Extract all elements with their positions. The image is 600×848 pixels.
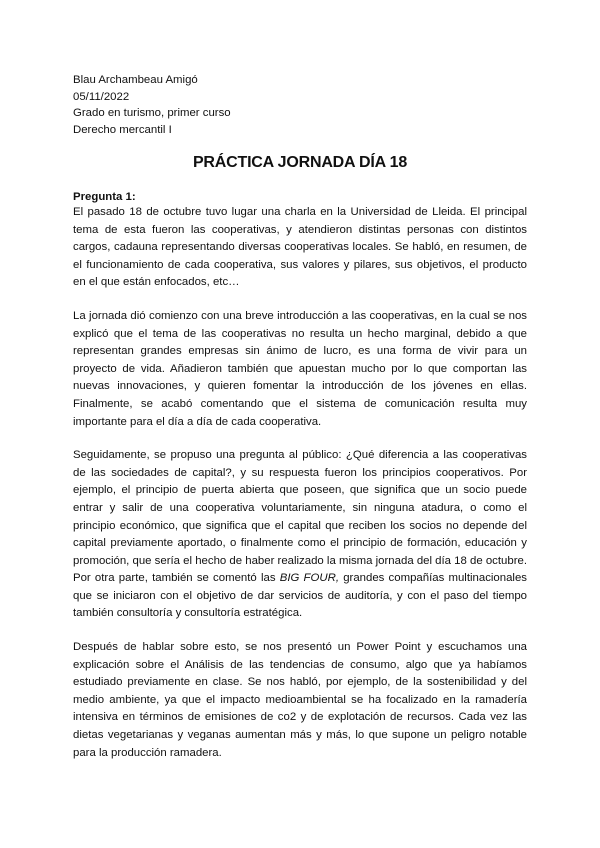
paragraph-3-start: Seguidamente, se propuso una pregunta al público: ¿Qué diferencia a las cooperativas de las sociedades de capital?, y su respuesta fueron los principios cooperativos. Por ejemplo, el principio de puerta abierta que poseen, que significa que un socio puede entrar y salir de una cooperativa voluntariamente, sin ninguna atadura, o como el principio económico, que significa que el capital que reciben los socios no depende del capital previamente aportado, o finalmente como el principio de formación, educación y promoción, que sería el hecho de haber realizado la misma jornada del día 18 de octubre. Por otra parte, también se comentó las [73,449,528,585]
paragraph-4: Después de hablar sobre esto, se nos presentó un Power Point y escuchamos una explicación sobre el Análisis de las tendencias de consumo, algo que ya habíamos estudiado previamente en clase. Se nos habló, por ejemplo, de la sostenibilidad y del medio ambiente, ya que el impacto medioambiental se ha focalizado en la ramadería intensiva en términos de emisiones de co2 y de explotación de recursos. Cada vez las dietas vegetarianas y veganas aumentan más y más, lo que supone un peligro notable para la producción ramadera. [73,641,527,759]
paragraph-2: La jornada dió comienzo con una breve introducción a las cooperativas, en la cual se nos explicó que el tema de las cooperativas no resulta un hecho marginal, debido a que representan grandes empresas sin ánimo de lucro, es una forma de vivir para un proyecto de vida. Añadieron también que apuestan mucho por lo que comportan las nuevas innovaciones, y quieren fomentar la introducción de los jóvenes en ellas. Finalmente, se acabó comentando que el sistema de comunicación resulta muy importante para el día a día de cada cooperativa. [73,309,527,428]
degree-line: Grado en turismo, primer curso [73,107,231,119]
document-title: PRÁCTICA JORNADA DÍA 18 [192,154,408,171]
paragraph-3-end: grandes compañías multinacionales que se iniciaron con el objetivo de dar servicios de auditoría, y con el paso del tiempo también consultoría y consultoría estratégica. [73,572,527,620]
document-page [73,72,527,762]
big-four-emphasis: BIG FOUR, [279,572,339,585]
subject-line: Derecho mercantil I [73,123,172,136]
question-label: Pregunta 1: [73,191,136,203]
paragraph-1: El pasado 18 de octubre tuvo lugar una charla en la Universidad de Lleida. El principal tema de esta fueron las cooperativas, y atendieron distintas personas con distintos cargos, cadauna representando diversas cooperativas locales. Se habló, en resumen, de el funcionamiento de cada cooperativa, sus valores y pilares, sus objetivos, el producto en el que están enfocados, etc… [73,206,527,289]
author-name: Blau Archambeau Amigó [73,74,198,86]
paragraph-3 [73,447,527,623]
document-date: 05/11/2022 [73,90,130,103]
